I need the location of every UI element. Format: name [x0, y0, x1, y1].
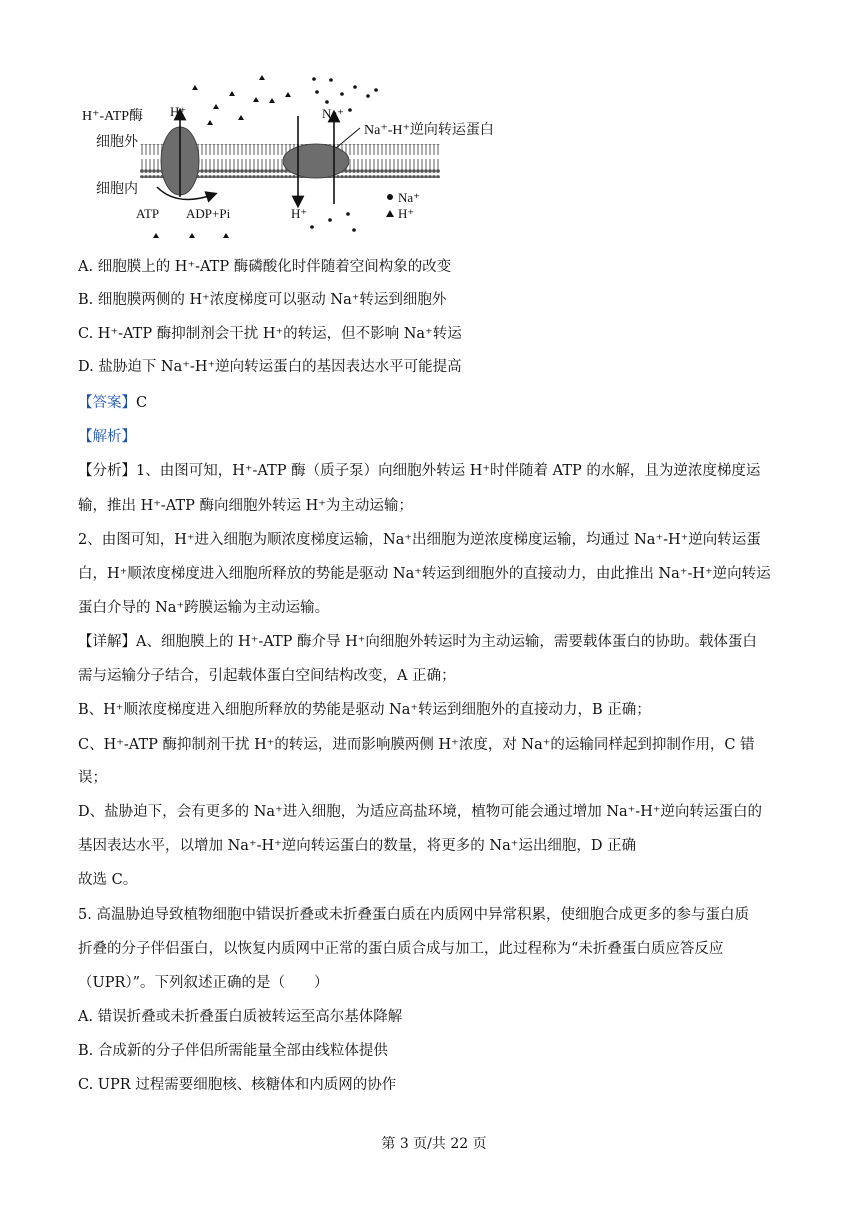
antiporter-protein [283, 144, 349, 178]
label-atp: ATP [136, 206, 160, 221]
answer-value: C [136, 395, 148, 411]
analysis-p2-line1: 2、由图可知，H⁺进入细胞为顺浓度梯度运输，Na⁺出细胞为逆浓度梯度运输，均通过 Na⁺-H⁺逆向转运蛋 [78, 532, 761, 548]
label-inside: 细胞内 [96, 182, 138, 197]
analysis-p1-line2: 输，推出 H⁺-ATP 酶向细胞外转运 H⁺为主动运输； [78, 498, 413, 514]
detail-line1: 【详解】A、细胞膜上的 H⁺-ATP 酶介导 H⁺向细胞外转运时为主动运输，需要载体蛋白的协助。载体蛋白 [78, 634, 757, 650]
detail-line8: 故选 C。 [78, 872, 138, 888]
membrane-transport-figure [72, 72, 532, 247]
detail-line6: D、盐胁迫下，会有更多的 Na⁺进入细胞，为适应高盐环境，植物可能会通过增加 Na⁺-H⁺逆向转运蛋白的 [78, 804, 763, 820]
analysis-p1-line1: 【分析】1、由图可知，H⁺-ATP 酶（质子泵）向细胞外转运 H⁺时伴随着 ATP 的水解，且为逆浓度梯度运 [78, 463, 761, 479]
label-h-up: H⁺ [170, 104, 187, 119]
option-b: B. 细胞膜两侧的 H⁺浓度梯度可以驱动 Na⁺转运到细胞外 [78, 292, 447, 308]
detail-line4: C、H⁺-ATP 酶抑制剂干扰 H⁺的转运，进而影响膜两侧 H⁺浓度，对 Na⁺的运输同样起到抑制作用，C 错 [78, 737, 755, 753]
label-h-down: H⁺ [291, 206, 308, 221]
label-adp: ADP+Pi [186, 206, 231, 221]
detail-line7: 基因表达水平，以增加 Na⁺-H⁺逆向转运蛋白的数量，将更多的 Na⁺运出细胞，D 正确 [78, 838, 637, 854]
option-a: A. 细胞膜上的 H⁺-ATP 酶磷酸化时伴随着空间构象的改变 [78, 259, 452, 275]
label-antiporter: Na⁺-H⁺逆向转运蛋白 [364, 123, 494, 138]
q5-option-c: C. UPR 过程需要细胞核、核糖体和内质网的协作 [78, 1077, 397, 1093]
q5-stem-line1: 5. 高温胁迫导致植物细胞中错误折叠或未折叠蛋白质在内质网中异常积累，使细胞合成更多的参与蛋白质 [78, 907, 749, 923]
page-footer: 第 3 页/共 22 页 [381, 1136, 487, 1152]
legend-na-label: Na⁺ [398, 190, 421, 205]
analysis-p2-line2: 白，H⁺顺浓度梯度进入细胞所释放的势能是驱动 Na⁺转运到细胞外的直接动力，由此推出 Na⁺-H⁺逆向转运 [78, 566, 771, 582]
detail-line5: 误； [78, 770, 107, 786]
label-enzyme: H⁺-ATP酶 [82, 109, 144, 124]
option-c: C. H⁺-ATP 酶抑制剂会干扰 H⁺的转运，但不影响 Na⁺转运 [78, 326, 462, 342]
analysis-label: 【解析】 [78, 429, 136, 445]
legend-h-triangle [386, 210, 394, 217]
q5-option-a: A. 错误折叠或未折叠蛋白质被转运至高尔基体降解 [78, 1009, 403, 1025]
q5-stem-line2: 折叠的分子伴侣蛋白，以恢复内质网中正常的蛋白质合成与加工，此过程称为“未折叠蛋白质应答反应 [78, 941, 724, 957]
q5-stem-line3: （UPR）”。下列叙述正确的是（ ） [78, 975, 329, 991]
label-na-up: Na⁺ [322, 106, 345, 121]
answer-label: 【答案】 [78, 395, 136, 411]
legend-h-label: H⁺ [398, 206, 415, 221]
label-outside: 细胞外 [96, 135, 138, 150]
answer-line [78, 393, 147, 413]
legend-na-dot [387, 194, 393, 200]
detail-line2: 需与运输分子结合，引起载体蛋白空间结构改变，A 正确； [78, 668, 456, 684]
detail-line3: B、H⁺顺浓度梯度进入细胞所释放的势能是驱动 Na⁺转运到细胞外的直接动力，B 正确； [78, 702, 651, 718]
option-d: D. 盐胁迫下 Na⁺-H⁺逆向转运蛋白的基因表达水平可能提高 [78, 359, 462, 375]
analysis-p2-line3: 蛋白介导的 Na⁺跨膜运输为主动运输。 [78, 600, 330, 616]
q5-option-b: B. 合成新的分子伴侣所需能量全部由线粒体提供 [78, 1043, 388, 1059]
